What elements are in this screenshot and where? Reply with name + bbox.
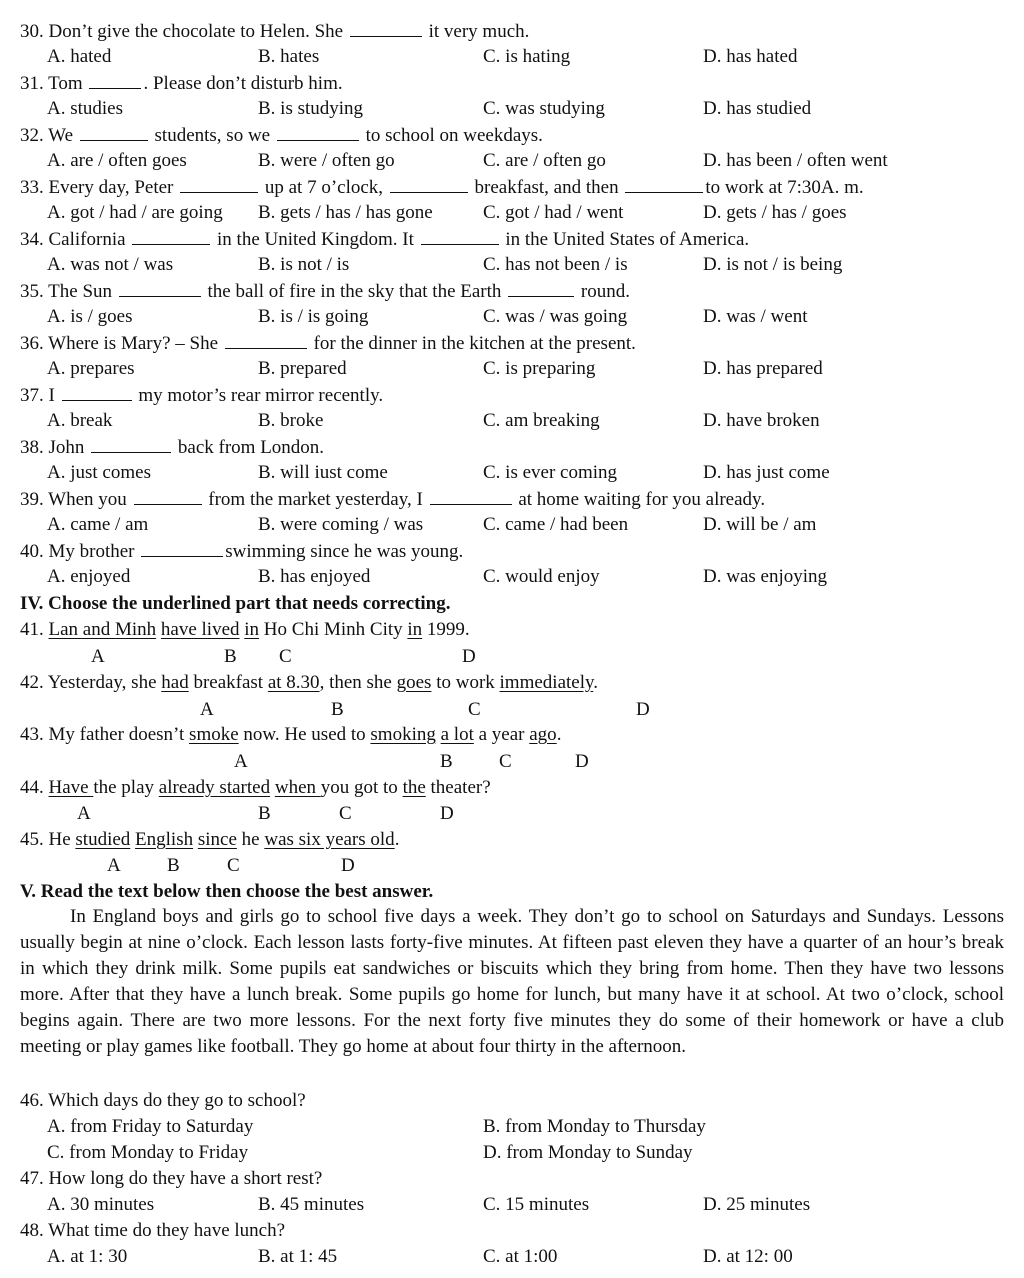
q33-stem: 33. Every day, Peter up at 7 o’clock, breakfast, and then to work at 7:30A. m.	[20, 177, 864, 198]
q36-stem: 36. Where is Mary? – She for the dinner in the kitchen at the present.	[20, 333, 636, 354]
option-c: C. was / was going	[483, 306, 628, 327]
option-c: C. would enjoy	[483, 566, 600, 587]
option-d: D. is not / is being	[703, 254, 843, 275]
option-a: A. studies	[47, 98, 123, 119]
underlined-part-b: have lived	[160, 619, 240, 640]
underlined-part-d: immediately	[499, 672, 594, 693]
blank	[225, 332, 307, 349]
blank	[180, 176, 258, 193]
option-d: D. has prepared	[703, 358, 823, 379]
label-a: A	[234, 751, 248, 772]
option-c: C. came / had been	[483, 514, 629, 535]
label-b: B	[440, 751, 453, 772]
underlined-part-b: English	[135, 829, 194, 850]
q46-question: 46. Which days do they go to school?	[20, 1090, 306, 1111]
q43-stem: 43. My father doesn’t smoke now. He used to smoking a lot a year ago.	[20, 724, 562, 745]
section-heading: V. Read the text below then choose the best answer.	[20, 881, 434, 902]
option-d: D. at 12: 00	[703, 1246, 793, 1267]
option-c: C. got / had / went	[483, 202, 624, 223]
underlined-part-b: already started	[158, 777, 271, 798]
q41-stem: 41. Lan and Minh have lived in Ho Chi Minh City in 1999.	[20, 619, 470, 640]
option-d: D. was enjoying	[703, 566, 828, 587]
label-a: A	[91, 646, 105, 667]
option-a: A. came / am	[47, 514, 149, 535]
underlined-part-d: ago	[529, 724, 557, 745]
reading-passage: In England boys and girls go to school five days a week. They don’t go to school on Saturdays and Sundays. Lessons usually begin at nine o’clock. Each lesson lasts forty-five minutes. At fifteen past eleven they have a quarter of an hour’s break in which they drink milk. Some pupils eat sandwiches or biscuits which they bring from home. Then they have two lessons more. After that they have a lunch break. Some pupils go home for lunch, but many have it at school. At two o’clock, school begins again. There are two more lessons. For the next forty five minutes they do some of their homework or have a club meeting or play games like football. They go home at about four thirty in the afternoon.	[20, 906, 1004, 1057]
q48-question: 48. What time do they have lunch?	[20, 1220, 286, 1241]
label-a: A	[200, 699, 214, 720]
option-d: D. will be / am	[703, 514, 817, 535]
blank	[350, 20, 422, 37]
option-b: B. is studying	[258, 98, 364, 119]
option-b: B. from Monday to Thursday	[483, 1116, 706, 1137]
option-b: B. has enjoyed	[258, 566, 371, 587]
label-b: B	[258, 803, 271, 824]
label-a: A	[107, 855, 121, 876]
label-c: C	[468, 699, 481, 720]
option-d: D. from Monday to Sunday	[483, 1142, 693, 1163]
q38-stem: 38. John back from London.	[20, 437, 325, 458]
option-c: C. is preparing	[483, 358, 596, 379]
blank	[421, 228, 499, 245]
option-b: B. will iust come	[258, 462, 388, 483]
underlined-part-d: the	[402, 777, 426, 798]
option-d: D. has studied	[703, 98, 812, 119]
q37-stem: 37. I my motor’s rear mirror recently.	[20, 385, 384, 406]
blank	[89, 72, 141, 89]
underlined-part-d: was six years old	[264, 829, 395, 850]
blank	[91, 436, 171, 453]
option-d: D. has hated	[703, 46, 798, 67]
option-b: B. gets / has / has gone	[258, 202, 433, 223]
q32-stem: 32. We students, so we to school on weekdays.	[20, 125, 543, 146]
option-a: A. prepares	[47, 358, 135, 379]
option-c: C. from Monday to Friday	[47, 1142, 249, 1163]
underlined-part-a: studied	[75, 829, 131, 850]
option-a: A. at 1: 30	[47, 1246, 128, 1267]
option-b: B. broke	[258, 410, 324, 431]
q44-stem: 44. Have the play already started when you got to the theater?	[20, 777, 491, 798]
blank	[62, 384, 132, 401]
q45-stem: 45. He studied English since he was six years old.	[20, 829, 400, 850]
option-d: D. gets / has / goes	[703, 202, 847, 223]
underlined-part-c: a lot	[440, 724, 474, 745]
option-c: C. at 1:00	[483, 1246, 558, 1267]
label-d: D	[636, 699, 650, 720]
option-b: B. at 1: 45	[258, 1246, 338, 1267]
label-c: C	[227, 855, 240, 876]
option-c: C. is ever coming	[483, 462, 618, 483]
blank	[132, 228, 210, 245]
underlined-part-a: had	[161, 672, 189, 693]
underlined-part-a: Have	[48, 777, 94, 798]
underlined-part-c: since	[197, 829, 237, 850]
label-d: D	[440, 803, 454, 824]
option-a: A. just comes	[47, 462, 151, 483]
option-c: C. is hating	[483, 46, 571, 67]
option-a: A. break	[47, 410, 113, 431]
q39-stem: 39. When you from the market yesterday, I at home waiting for you already.	[20, 489, 766, 510]
option-b: B. were coming / was	[258, 514, 424, 535]
option-d: D. 25 minutes	[703, 1194, 811, 1215]
underlined-part-a: Lan and Minh	[48, 619, 157, 640]
option-c: C. am breaking	[483, 410, 600, 431]
label-b: B	[167, 855, 180, 876]
q31-stem: 31. Tom . Please don’t disturb him.	[20, 73, 343, 94]
option-a: A. are / often goes	[47, 150, 187, 171]
label-d: D	[462, 646, 476, 667]
option-a: A. enjoyed	[47, 566, 131, 587]
option-b: B. is / is going	[258, 306, 369, 327]
blank	[141, 540, 223, 557]
blank	[134, 488, 202, 505]
option-c: C. 15 minutes	[483, 1194, 590, 1215]
option-a: A. got / had / are going	[47, 202, 223, 223]
blank	[80, 124, 148, 141]
option-d: D. have broken	[703, 410, 820, 431]
option-a: A. hated	[47, 46, 112, 67]
q34-stem: 34. California in the United Kingdom. It in the United States of America.	[20, 229, 750, 250]
q42-stem: 42. Yesterday, she had breakfast at 8.30, then she goes to work immediately.	[20, 672, 599, 693]
blank	[508, 280, 574, 297]
option-a: A. is / goes	[47, 306, 133, 327]
q40-stem: 40. My brother swimming since he was young.	[20, 541, 464, 562]
underlined-part-a: smoke	[189, 724, 239, 745]
label-c: C	[339, 803, 352, 824]
option-a: A. from Friday to Saturday	[47, 1116, 254, 1137]
underlined-part-c: in	[244, 619, 260, 640]
underlined-part-b: smoking	[370, 724, 436, 745]
underlined-part-c: when	[274, 777, 321, 798]
option-d: D. has been / often went	[703, 150, 888, 171]
underlined-part-c: goes	[396, 672, 432, 693]
option-c: C. are / often go	[483, 150, 606, 171]
blank	[625, 176, 703, 193]
underlined-part-b: at 8.30	[267, 672, 320, 693]
label-c: C	[279, 646, 292, 667]
blank	[277, 124, 359, 141]
label-b: B	[331, 699, 344, 720]
option-d: D. was / went	[703, 306, 808, 327]
blank	[390, 176, 468, 193]
blank	[430, 488, 512, 505]
option-b: B. prepared	[258, 358, 347, 379]
q47-question: 47. How long do they have a short rest?	[20, 1168, 323, 1189]
section-heading: IV. Choose the underlined part that needs correcting.	[20, 593, 451, 614]
option-c: C. has not been / is	[483, 254, 628, 275]
option-c: C. was studying	[483, 98, 605, 119]
option-d: D. has just come	[703, 462, 830, 483]
label-c: C	[499, 751, 512, 772]
label-d: D	[341, 855, 355, 876]
blank	[119, 280, 201, 297]
option-b: B. were / often go	[258, 150, 395, 171]
q35-stem: 35. The Sun the ball of fire in the sky that the Earth round.	[20, 281, 630, 302]
option-a: A. 30 minutes	[47, 1194, 155, 1215]
option-a: A. was not / was	[47, 254, 174, 275]
q30-stem: 30. Don’t give the chocolate to Helen. She it very much.	[20, 21, 530, 42]
label-b: B	[224, 646, 237, 667]
option-b: B. 45 minutes	[258, 1194, 365, 1215]
underlined-part-d: in	[407, 619, 423, 640]
option-b: B. is not / is	[258, 254, 350, 275]
label-d: D	[575, 751, 589, 772]
option-b: B. hates	[258, 46, 320, 67]
label-a: A	[77, 803, 91, 824]
